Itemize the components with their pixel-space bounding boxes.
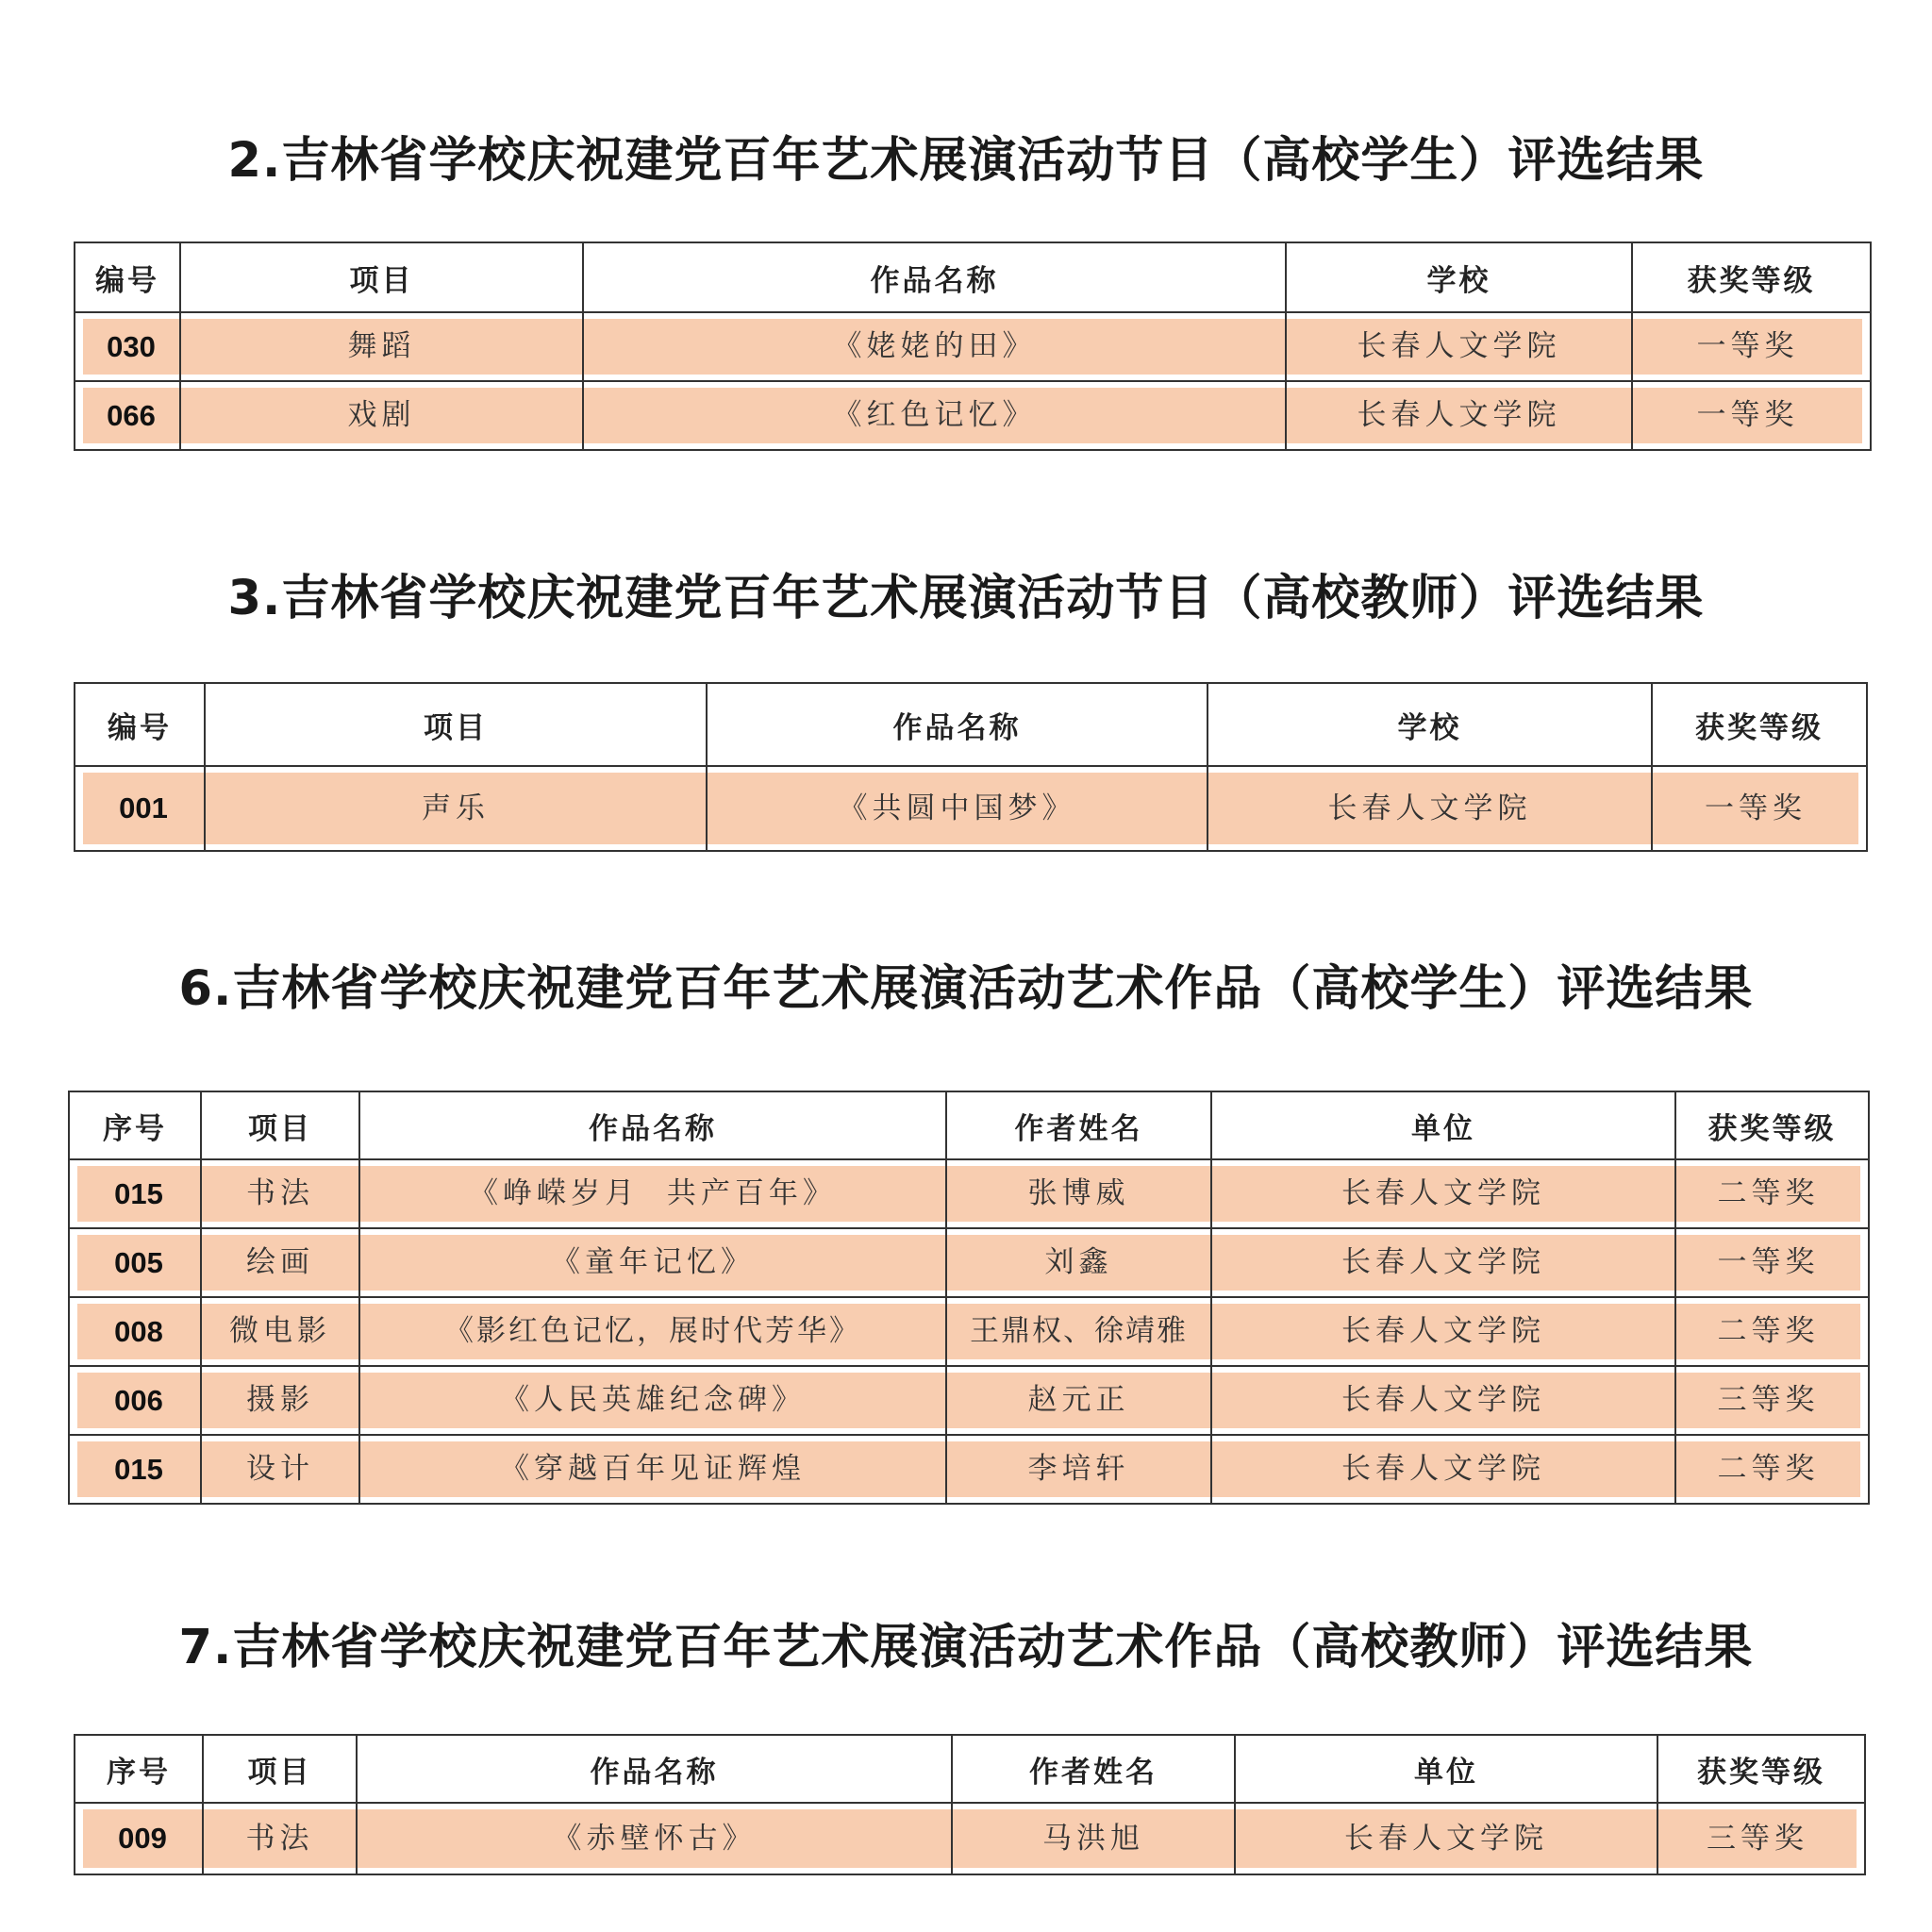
cell-award: 二等奖 bbox=[1676, 1441, 1860, 1497]
cell-category: 绘画 bbox=[202, 1235, 358, 1291]
header-work-title: 作品名称 bbox=[357, 1735, 952, 1803]
cell-id: 015 bbox=[77, 1441, 200, 1497]
cell-id: 008 bbox=[77, 1304, 200, 1359]
table-row bbox=[69, 1228, 1869, 1297]
section-title-2: 2.吉林省学校庆祝建党百年艺术展演活动节目（高校学生）评选结果 bbox=[227, 132, 1705, 189]
cell-unit: 长春人文学院 bbox=[1212, 1373, 1674, 1428]
cell-id: 030 bbox=[83, 319, 179, 375]
table-header-row bbox=[69, 1091, 1869, 1159]
cell-work-title: 《峥嵘岁月 共产百年》 bbox=[360, 1166, 945, 1222]
results-table-7 bbox=[74, 1734, 1866, 1875]
header-school: 学校 bbox=[1208, 683, 1652, 766]
cell-category: 声乐 bbox=[206, 773, 706, 844]
cell-unit: 长春人文学院 bbox=[1212, 1441, 1674, 1497]
header-award: 获奖等级 bbox=[1632, 242, 1871, 312]
table-header-row bbox=[75, 242, 1871, 312]
table-row bbox=[75, 766, 1867, 851]
cell-school: 长春人文学院 bbox=[1208, 773, 1651, 844]
header-category: 项目 bbox=[205, 683, 707, 766]
cell-award: 三等奖 bbox=[1676, 1373, 1860, 1428]
table-row bbox=[69, 1366, 1869, 1435]
table-row bbox=[75, 381, 1871, 450]
cell-author: 刘鑫 bbox=[947, 1235, 1210, 1291]
table-row bbox=[75, 1803, 1865, 1874]
table-header-row bbox=[75, 683, 1867, 766]
cell-category: 摄影 bbox=[202, 1373, 358, 1428]
cell-school: 长春人文学院 bbox=[1287, 319, 1631, 375]
results-table-6 bbox=[68, 1091, 1870, 1505]
header-id: 编号 bbox=[75, 683, 205, 766]
cell-school: 长春人文学院 bbox=[1287, 388, 1631, 443]
cell-category: 设计 bbox=[202, 1441, 358, 1497]
cell-author: 张博威 bbox=[947, 1166, 1210, 1222]
header-author: 作者姓名 bbox=[946, 1091, 1211, 1159]
cell-award: 二等奖 bbox=[1676, 1304, 1860, 1359]
cell-unit: 长春人文学院 bbox=[1236, 1809, 1657, 1868]
header-author: 作者姓名 bbox=[952, 1735, 1235, 1803]
header-unit: 单位 bbox=[1211, 1091, 1675, 1159]
cell-award: 一等奖 bbox=[1633, 388, 1862, 443]
cell-id: 066 bbox=[83, 388, 179, 443]
cell-work-title: 《穿越百年见证辉煌 bbox=[360, 1441, 945, 1497]
cell-category: 书法 bbox=[202, 1166, 358, 1222]
header-category: 项目 bbox=[201, 1091, 359, 1159]
cell-award: 一等奖 bbox=[1653, 773, 1858, 844]
table-row bbox=[69, 1435, 1869, 1504]
header-id: 序号 bbox=[69, 1091, 201, 1159]
cell-id: 006 bbox=[77, 1373, 200, 1428]
cell-work-title: 《姥姥的田》 bbox=[584, 319, 1285, 375]
header-unit: 单位 bbox=[1235, 1735, 1657, 1803]
cell-work-title: 《共圆中国梦》 bbox=[708, 773, 1207, 844]
table-row bbox=[69, 1159, 1869, 1228]
header-category: 项目 bbox=[180, 242, 583, 312]
results-table-2 bbox=[74, 242, 1872, 451]
cell-unit: 长春人文学院 bbox=[1212, 1304, 1674, 1359]
cell-unit: 长春人文学院 bbox=[1212, 1235, 1674, 1291]
header-work-title: 作品名称 bbox=[707, 683, 1208, 766]
cell-id: 005 bbox=[77, 1235, 200, 1291]
results-table-3 bbox=[74, 682, 1868, 852]
header-award: 获奖等级 bbox=[1675, 1091, 1869, 1159]
cell-award: 一等奖 bbox=[1633, 319, 1862, 375]
cell-id: 015 bbox=[77, 1166, 200, 1222]
header-work-title: 作品名称 bbox=[583, 242, 1286, 312]
header-id: 序号 bbox=[75, 1735, 203, 1803]
cell-award: 三等奖 bbox=[1658, 1809, 1857, 1868]
cell-award: 二等奖 bbox=[1676, 1166, 1860, 1222]
cell-author: 李培轩 bbox=[947, 1441, 1210, 1497]
section-title-6: 6.吉林省学校庆祝建党百年艺术展演活动艺术作品（高校学生）评选结果 bbox=[178, 960, 1754, 1017]
section-title-3: 3.吉林省学校庆祝建党百年艺术展演活动节目（高校教师）评选结果 bbox=[227, 570, 1705, 626]
cell-category: 戏剧 bbox=[181, 388, 582, 443]
header-school: 学校 bbox=[1286, 242, 1632, 312]
table-row bbox=[75, 312, 1871, 381]
cell-work-title: 《童年记忆》 bbox=[360, 1235, 945, 1291]
cell-category: 微电影 bbox=[202, 1304, 358, 1359]
cell-category: 舞蹈 bbox=[181, 319, 582, 375]
cell-work-title: 《赤壁怀古》 bbox=[358, 1809, 951, 1868]
section-title-7: 7.吉林省学校庆祝建党百年艺术展演活动艺术作品（高校教师）评选结果 bbox=[178, 1619, 1754, 1675]
cell-id: 009 bbox=[83, 1809, 202, 1868]
cell-author: 马洪旭 bbox=[953, 1809, 1234, 1868]
cell-category: 书法 bbox=[204, 1809, 356, 1868]
cell-id: 001 bbox=[83, 773, 204, 844]
table-header-row bbox=[75, 1735, 1865, 1803]
cell-award: 一等奖 bbox=[1676, 1235, 1860, 1291]
cell-author: 王鼎权、徐靖雅 bbox=[947, 1304, 1210, 1359]
cell-unit: 长春人文学院 bbox=[1212, 1166, 1674, 1222]
cell-work-title: 《人民英雄纪念碑》 bbox=[360, 1373, 945, 1428]
cell-work-title: 《影红色记忆，展时代芳华》 bbox=[360, 1304, 945, 1359]
header-award: 获奖等级 bbox=[1652, 683, 1867, 766]
cell-author: 赵元正 bbox=[947, 1373, 1210, 1428]
cell-work-title: 《红色记忆》 bbox=[584, 388, 1285, 443]
header-work-title: 作品名称 bbox=[359, 1091, 946, 1159]
table-row bbox=[69, 1297, 1869, 1366]
header-id: 编号 bbox=[75, 242, 180, 312]
header-award: 获奖等级 bbox=[1657, 1735, 1865, 1803]
header-category: 项目 bbox=[203, 1735, 357, 1803]
